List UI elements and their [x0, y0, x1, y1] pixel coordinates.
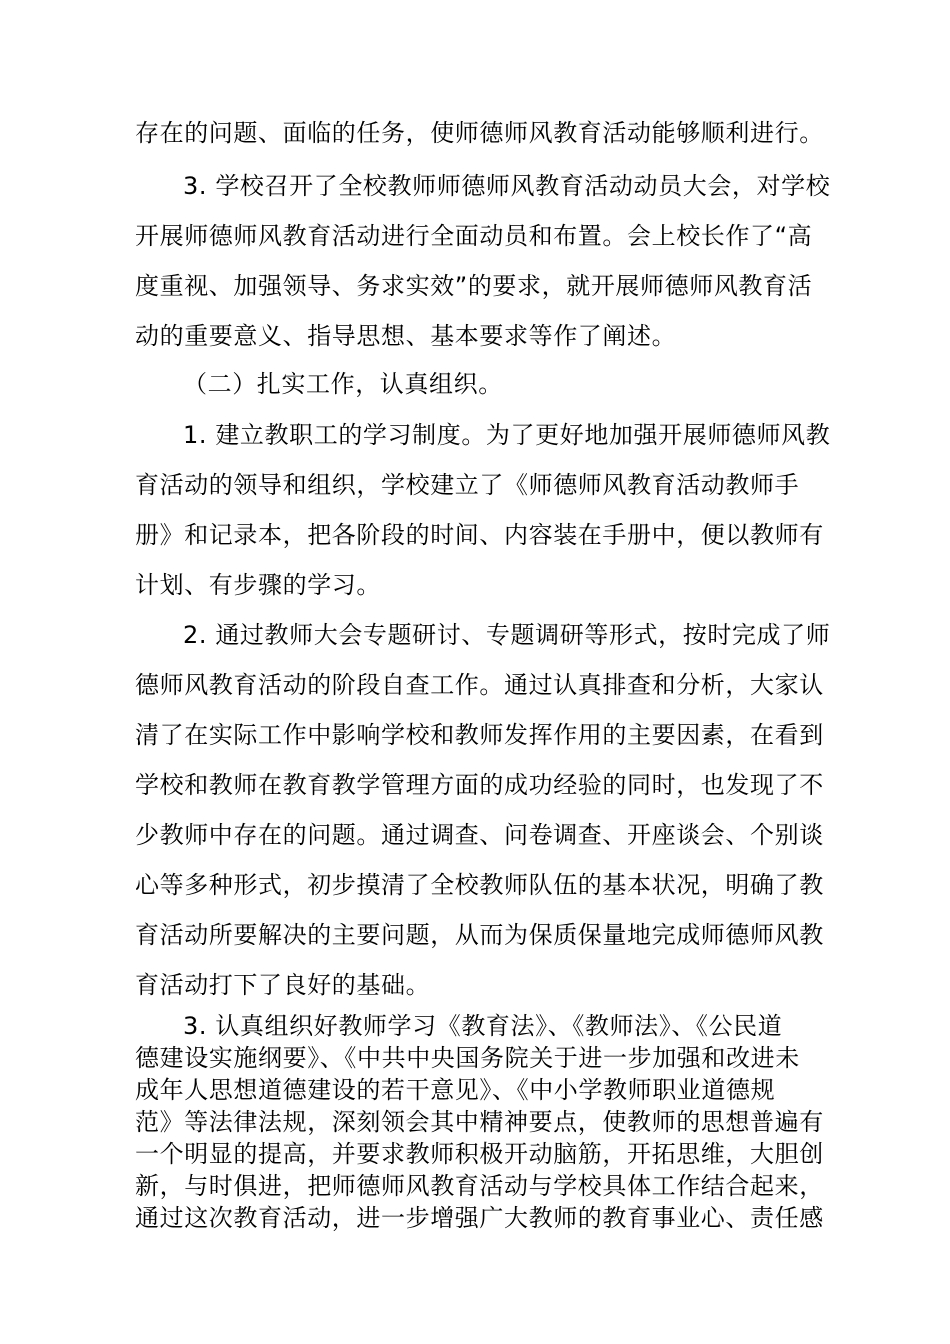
paragraph-laws-study	[135, 1010, 835, 1234]
text-line: 清了在实际工作中影响学校和教师发挥作用的主要因素，在看到	[135, 721, 824, 749]
text-line: 2. 通过教师大会专题研讨、专题调研等形式，按时完成了师	[183, 621, 831, 649]
text-line: 存在的问题、面临的任务，使师德师风教育活动能够顺利进行。	[135, 119, 824, 147]
text-line: 心等多种形式，初步摸清了全校教师队伍的基本状况，明确了教	[135, 871, 824, 899]
heading-line: （二）扎实工作，认真组织。	[183, 370, 503, 398]
text-line: 开展师德师风教育活动进行全面动员和布置。会上校长作了“高	[135, 222, 813, 250]
text-line: 动的重要意义、指导思想、基本要求等作了阐述。	[135, 322, 677, 350]
text-line: 少教师中存在的问题。通过调查、问卷调查、开座谈会、个别谈	[135, 821, 824, 849]
text-line: 通过这次教育活动，进一步增强广大教师的教育事业心、责任感	[135, 1204, 824, 1232]
text-line: 一个明显的提高，并要求教师积极开动脑筋，开拓思维，大胆创	[135, 1140, 824, 1168]
text-line: 3. 认真组织好教师学习《教育法》、《教师法》、《公民道	[183, 1012, 783, 1040]
text-line: 成年人思想道德建设的若干意见》、《中小学教师职业道德规	[135, 1076, 776, 1104]
text-line: 3. 学校召开了全校教师师德师风教育活动动员大会，对学校	[183, 172, 831, 200]
paragraph-intro-tail	[135, 108, 835, 158]
text-line: 范》等法律法规，深刻领会其中精神要点，使教师的思想普遍有	[135, 1108, 824, 1136]
text-line: 育活动所要解决的主要问题，从而为保质保量地完成师德师风教	[135, 921, 824, 949]
paragraph-self-check	[135, 610, 835, 1010]
text-line: 育活动的领导和组织，学校建立了《师德师风教育活动教师手	[135, 471, 800, 499]
text-line: 计划、有步骤的学习。	[135, 571, 381, 599]
text-line: 册》和记录本，把各阶段的时间、内容装在手册中，便以教师有	[135, 521, 824, 549]
text-line: 1. 建立教职工的学习制度。为了更好地加强开展师德师风教	[183, 421, 831, 449]
text-line: 德师风教育活动的阶段自查工作。通过认真排查和分析，大家认	[135, 671, 824, 699]
text-line: 学校和教师在教育教学管理方面的成功经验的同时，也发现了不	[135, 771, 824, 799]
paragraph-study-system	[135, 410, 835, 610]
section-heading	[135, 359, 835, 409]
text-line: 度重视、加强领导、务求实效”的要求，就开展师德师风教育活	[135, 272, 813, 300]
text-line: 新，与时俱进，把师德师风教育活动与学校具体工作结合起来，	[135, 1172, 824, 1200]
text-line: 育活动打下了良好的基础。	[135, 971, 431, 999]
text-line: 德建设实施纲要》、《中共中央国务院关于进一步加强和改进未	[135, 1044, 800, 1072]
paragraph-mobilization-meeting	[135, 161, 835, 361]
